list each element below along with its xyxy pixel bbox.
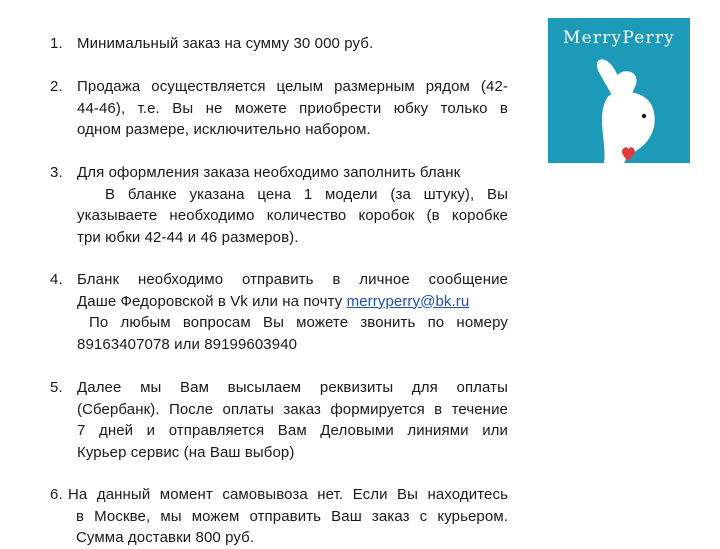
text-line: Продажа осуществляется целым размерным рядом (42- [77,78,508,95]
item-text [77,76,508,141]
item-number: 3. [50,164,63,181]
text-line: На данный момент самовывоза нет. Если Вы находитесь [68,486,508,503]
item-text [77,269,508,355]
list-item-5 [50,377,508,463]
text-line: одном размере, исключительно набором. [77,121,371,138]
text-line: По любым вопросам Вы можете звонить по номеру [89,314,508,331]
item-text [68,484,508,549]
text-line: Бланк необходимо отправить в личное сообщение [77,271,508,288]
text-line: Для оформления заказа необходимо заполнить бланк [77,164,461,181]
list-item-6 [50,484,508,549]
text-line [77,291,508,313]
text-line: Минимальный заказ на сумму 30 000 руб. [77,35,374,52]
text-line: Сумма доставки 800 руб. [76,529,255,546]
list-item-2 [50,76,508,141]
text-line: Далее мы Вам высылаем реквизиты для оплаты [77,379,508,396]
item-text [77,377,508,463]
item-text [77,33,508,55]
text-line-part: Даше Федоровской в Vk или на почту [77,292,343,310]
text-line: 44-46), т.е. Вы не можете приобрести юбку только в [77,99,508,117]
rabbit-icon [548,54,690,163]
item-number: 5. [50,379,63,396]
logo-brand-text: MerryPerry [563,28,675,48]
text-line: Курьер сервис (на Ваш выбор) [77,443,295,461]
item-text [77,162,508,248]
email-link[interactable]: merryperry@bk.ru [346,292,470,310]
list-item-4 [50,269,508,355]
text-line: в Москве, мы можем отправить Ваш заказ с курьером. [76,507,508,525]
item-number: 6. [50,486,63,503]
text-line: (Сбербанк). После оплаты заказ формируется в течение [77,400,508,418]
text-line: три юбки 42-44 и 46 размеров). [77,228,299,246]
text-line: 89163407078 или 89199603940 [77,335,298,353]
item-number: 1. [50,35,63,52]
text-line: 7 дней и отправляется Вам Деловыми линиями или [77,422,508,439]
merryperry-logo [548,18,690,163]
text-line: В бланке указана цена 1 модели (за штуку), Вы [105,185,508,203]
list-item-1 [50,33,508,55]
item-number: 4. [50,271,63,288]
text-line: указываете необходимо количество коробок (в коробке [77,207,508,224]
item-number: 2. [50,78,63,95]
list-item-3 [50,162,508,248]
